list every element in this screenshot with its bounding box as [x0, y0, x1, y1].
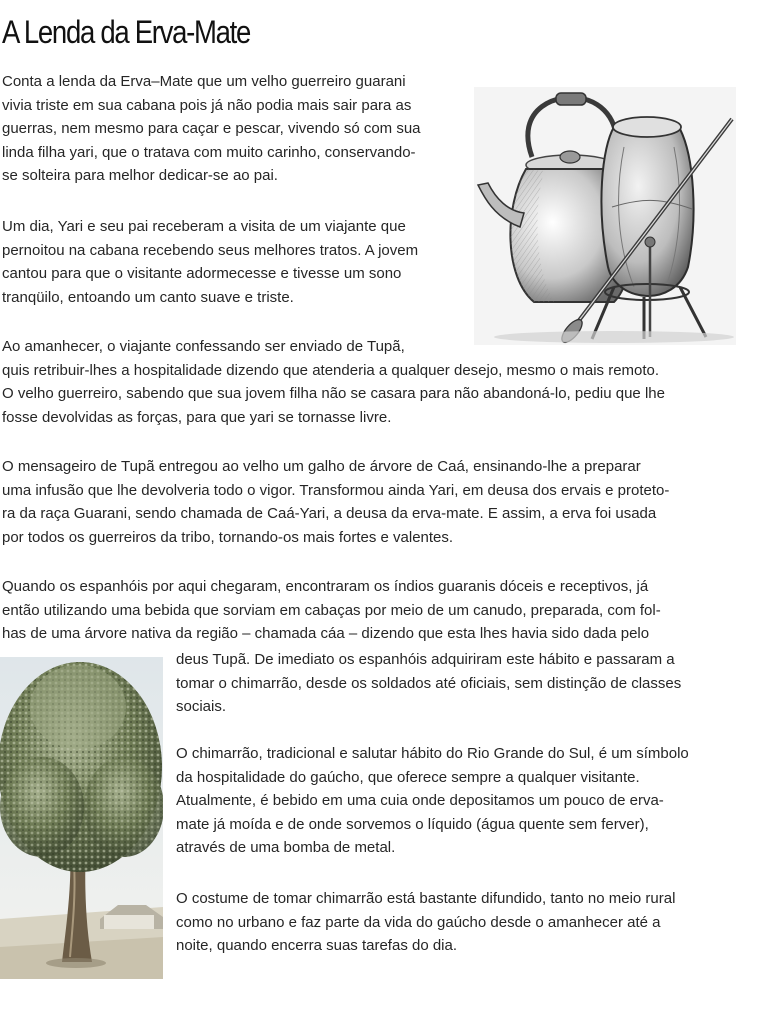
- tree-drawing: [0, 657, 163, 979]
- text-line: O costume de tomar chimarrão está bastante difundido, tanto no meio rural: [176, 890, 676, 907]
- text-line: ra da raça Guarani, sendo chamada de Caá-Yari, a deusa da erva-mate. E assim, a erva foi usada: [2, 505, 657, 523]
- text-line: deus Tupã. De imediato os espanhóis adquiriram este hábito e passaram a: [176, 651, 675, 668]
- paragraph-4: [2, 455, 669, 549]
- text-line: O chimarrão, tradicional e salutar hábito do Rio Grande do Sul, é um símbolo: [176, 745, 689, 762]
- paragraph-7: [176, 887, 675, 958]
- text-line: da hospitalidade do gaúcho, que oferece sempre a qualquer visitante.: [176, 768, 640, 786]
- paragraph-3: [2, 335, 665, 429]
- text-line: O mensageiro de Tupã entregou ao velho um galho de árvore de Caá, ensinando-lhe a preparar: [2, 458, 641, 475]
- text-line: has de uma árvore nativa da região – chamada cáa – dizendo que esta lhes havia sido dada pelo: [2, 625, 650, 643]
- text-line: Quando os espanhóis por aqui chegaram, encontraram os índios guaranis dóceis e receptivos, já: [2, 578, 649, 595]
- text-line: sociais.: [176, 698, 227, 716]
- text-line: se solteira para melhor dedicar-se ao pai.: [2, 167, 278, 185]
- text-line: mate já moída e de onde sorvemos o líquido (água quente sem ferver),: [176, 815, 649, 833]
- text-line: cantou para que o visitante adormecesse e tivesse um sono: [2, 265, 402, 283]
- erva-mate-tree-photo: [0, 657, 163, 979]
- text-line: vivia triste em sua cabana pois já não podia mais sair para as: [2, 96, 412, 114]
- text-line: Conta a lenda da Erva–Mate que um velho guerreiro guarani: [2, 73, 406, 90]
- paragraph-6: [176, 742, 689, 860]
- text-line: O velho guerreiro, sabendo que sua jovem filha não se casara para não abandoná-lo, pediu que lhe: [2, 385, 665, 403]
- text-line: como no urbano e faz parte da vida do gaúcho desde o amanhecer até a: [176, 913, 661, 931]
- paragraph-5: [2, 575, 661, 646]
- kettle-gourd-drawing: [474, 87, 736, 345]
- text-line: Ao amanhecer, o viajante confessando ser enviado de Tupã,: [2, 338, 405, 355]
- text-line: tranqüilo, entoando um canto suave e triste.: [2, 288, 294, 306]
- text-line: então utilizando uma bebida que sorviam em cabaças por meio de um canudo, preparada, com fol-: [2, 601, 661, 619]
- text-line: quis retribuir-lhes a hospitalidade dizendo que atenderia a qualquer desejo, mesmo o mais remoto.: [2, 361, 660, 379]
- text-line: Atualmente, é bebido em uma cuia onde depositamos um pouco de erva-: [176, 792, 664, 810]
- page-title: A Lenda da Erva-Mate: [2, 14, 251, 50]
- text-line: Um dia, Yari e seu pai receberam a visita de um viajante que: [2, 218, 406, 235]
- paragraph-2: [2, 215, 418, 309]
- text-line: linda filha yari, que o tratava com muito carinho, conservando-: [2, 143, 416, 161]
- text-line: uma infusão que lhe devolveria todo o vigor. Transformou ainda Yari, em deusa dos ervais e proteto-: [2, 481, 670, 499]
- text-line: fosse devolvidas as forças, para que yari se tornasse livre.: [2, 408, 392, 426]
- text-line: pernoitou na cabana recebendo seus melhores tratos. A jovem: [2, 241, 419, 259]
- text-line: através de uma bomba de metal.: [176, 839, 396, 857]
- text-line: guerras, nem mesmo para caçar e pescar, vivendo só com sua: [2, 120, 421, 138]
- kettle-and-gourd-illustration: [474, 87, 736, 345]
- text-line: tomar o chimarrão, desde os soldados até oficiais, sem distinção de classes: [176, 674, 682, 692]
- paragraph-1: [2, 70, 421, 188]
- text-line: noite, quando encerra suas tarefas do dia.: [176, 937, 458, 955]
- text-line: por todos os guerreiros da tribo, tornando-os mais fortes e valentes.: [2, 528, 454, 546]
- paragraph-5-continued: [176, 648, 681, 719]
